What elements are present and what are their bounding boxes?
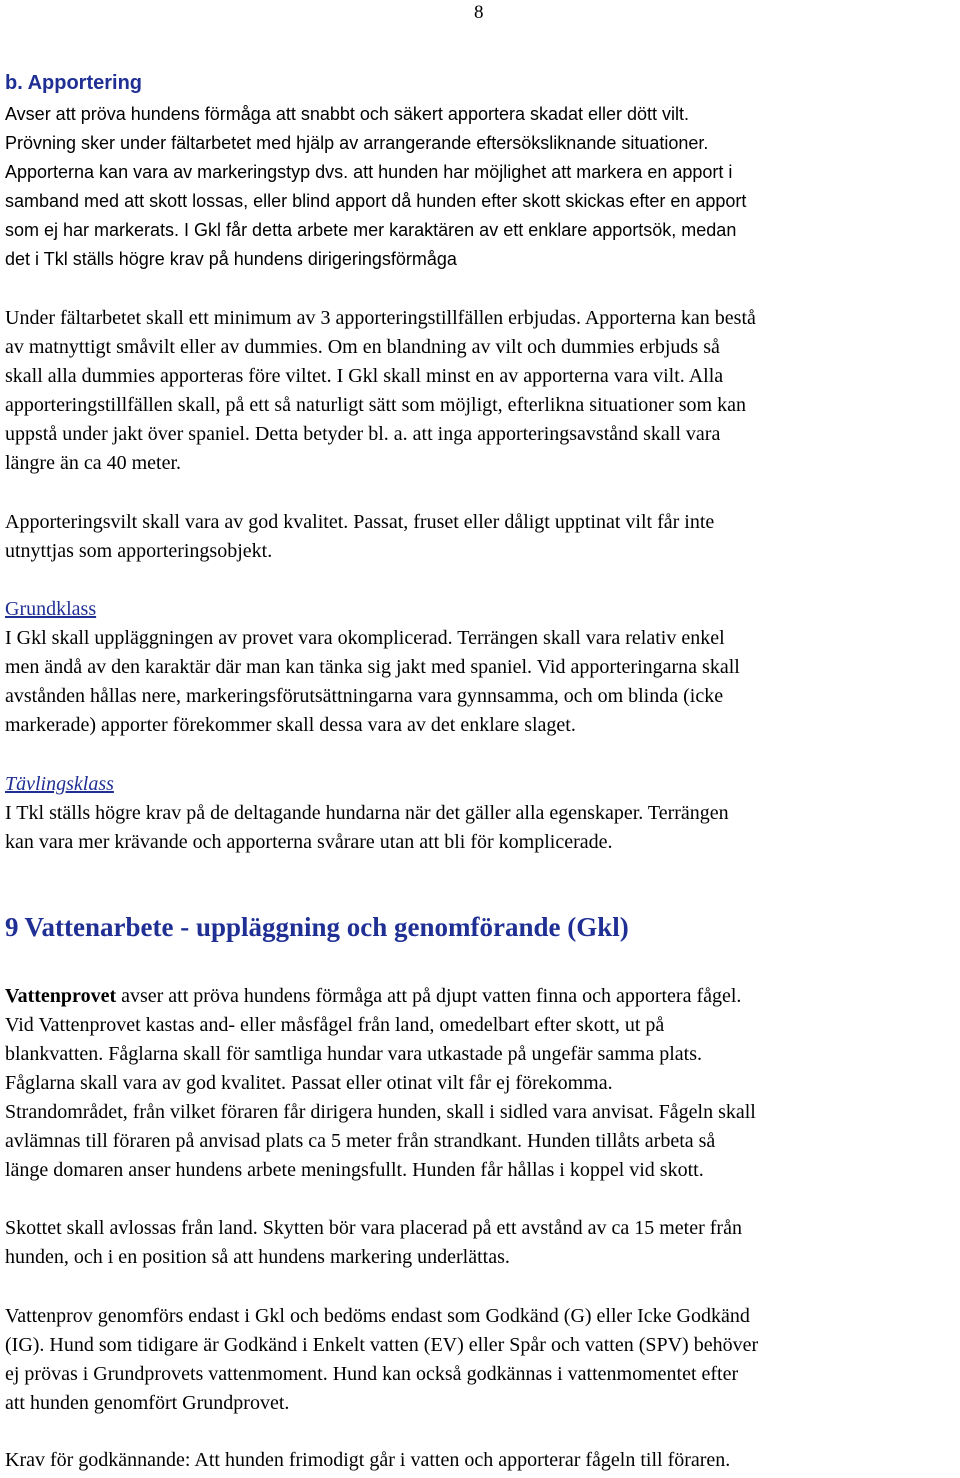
- section-9-paragraph-2: [5, 1214, 955, 1272]
- tavlingsklass-section: [5, 770, 955, 857]
- section-9-title: Vattenarbete - uppläggning och genomförande (Gkl): [24, 912, 629, 942]
- text-line: Apporterna kan vara av markeringstyp dvs. att hunden har möjlighet att markera en apport i: [5, 162, 733, 182]
- text-line: samband med att skott lossas, eller blind apport då hunden efter skott skickas efter en apport: [5, 191, 747, 211]
- text-line: Krav för godkännande: Att hunden frimodigt går i vatten och apporterar fågeln till föraren.: [5, 1449, 731, 1471]
- grundklass-heading: Grundklass: [5, 598, 97, 620]
- text-line: Skottet skall avlossas från land. Skytten bör vara placerad på ett avstånd av ca 15 meter från: [5, 1217, 742, 1239]
- text-line: avstånden hållas nere, markeringsförutsättningarna vara gynnsamma, och om blinda (icke: [5, 685, 724, 707]
- text-line: Apporteringsvilt skall vara av god kvalitet. Passat, fruset eller dåligt upptinat vilt får inte: [5, 511, 715, 533]
- grundklass-section: [5, 595, 955, 740]
- text-line: uppstå under jakt över spaniel. Detta betyder bl. a. att inga apporteringsavstånd skall vara: [5, 423, 721, 445]
- text-line: [5, 982, 955, 1011]
- section-b-intro: [5, 100, 955, 274]
- text-line: Vid Vattenprovet kastas and- eller måsfågel från land, omedelbart efter skott, ut på: [5, 1014, 665, 1036]
- text-fragment: avser att pröva hundens förmåga att på djupt vatten finna och apportera fågel.: [116, 985, 742, 1007]
- text-line: utnyttjas som apporteringsobjekt.: [5, 540, 273, 562]
- text-line: längre än ca 40 meter.: [5, 452, 182, 474]
- section-9-heading: [5, 912, 629, 943]
- text-line: men ändå av den karaktär där man kan tänka sig jakt med spaniel. Vid apporteringarna skall: [5, 656, 740, 678]
- section-9-number: 9: [5, 912, 19, 942]
- text-line: markerade) apporter förekommer skall dessa vara av det enklare slaget.: [5, 714, 576, 736]
- text-line: (IG). Hund som tidigare är Godkänd i Enkelt vatten (EV) eller Spår och vatten (SPV) behöver: [5, 1334, 759, 1356]
- section-b-heading: b. Apportering: [5, 72, 143, 94]
- text-line: det i Tkl ställs högre krav på hundens dirigeringsförmåga: [5, 249, 457, 269]
- section-b-paragraph-2: [5, 304, 955, 478]
- page-number: 8: [474, 2, 484, 23]
- text-line: Strandområdet, från vilket föraren får dirigera hunden, skall i sidled vara anvisat. Fågeln skall: [5, 1101, 756, 1123]
- text-line: I Gkl skall uppläggningen av provet vara okomplicerad. Terrängen skall vara relativ enkel: [5, 627, 725, 649]
- text-line: som ej har markerats. I Gkl får detta arbete mer karaktären av ett enklare apportsök, medan: [5, 220, 737, 240]
- text-line: skall alla dummies apporteras före viltet. I Gkl skall minst en av apporterna vara vilt. Alla: [5, 365, 724, 387]
- text-line: apporteringstillfällen skall, på ett så naturligt sätt som möjligt, efterlikna situationer som kan: [5, 394, 746, 416]
- text-line: Prövning sker under fältarbetet med hjälp av arrangerande eftersöksliknande situationer.: [5, 133, 709, 153]
- vattenprovet-term: Vattenprovet: [5, 985, 117, 1007]
- section-9-paragraph-1: [5, 982, 955, 1185]
- section-9-paragraph-4: [5, 1446, 955, 1475]
- text-line: hunden, och i en position så att hundens markering underlättas.: [5, 1246, 510, 1268]
- section-b-paragraph-3: [5, 508, 955, 566]
- text-line: Avser att pröva hundens förmåga att snabbt och säkert apportera skadat eller dött vilt.: [5, 104, 690, 124]
- section-9-paragraph-3: [5, 1302, 955, 1418]
- text-line: kan vara mer krävande och apporterna svårare utan att bli för komplicerade.: [5, 831, 613, 853]
- tavlingsklass-heading: Tävlingsklass: [5, 773, 114, 795]
- text-line: av matnyttigt småvilt eller av dummies. Om en blandning av vilt och dummies erbjuds så: [5, 336, 720, 358]
- text-line: ej prövas i Grundprovets vattenmoment. Hund kan också godkännas i vattenmomentet efter: [5, 1363, 739, 1385]
- text-line: Fåglarna skall vara av god kvalitet. Passat eller otinat vilt får ej förekomma.: [5, 1072, 613, 1094]
- text-line: att hunden genomfört Grundprovet.: [5, 1392, 290, 1414]
- text-line: länge domaren anser hundens arbete meningsfullt. Hunden får hållas i koppel vid skott.: [5, 1159, 704, 1181]
- text-line: avlämnas till föraren på anvisad plats ca 5 meter från strandkant. Hunden tillåts arbeta så: [5, 1130, 716, 1152]
- text-line: blankvatten. Fåglarna skall för samtliga hundar vara utkastade på ungefär samma plats.: [5, 1043, 702, 1065]
- text-line: Vattenprov genomförs endast i Gkl och bedöms endast som Godkänd (G) eller Icke Godkänd: [5, 1305, 750, 1327]
- text-line: I Tkl ställs högre krav på de deltagande hundarna när det gäller alla egenskaper. Terrängen: [5, 802, 729, 824]
- text-line: Under fältarbetet skall ett minimum av 3 apporteringstillfällen erbjudas. Apporterna kan bestå: [5, 307, 756, 329]
